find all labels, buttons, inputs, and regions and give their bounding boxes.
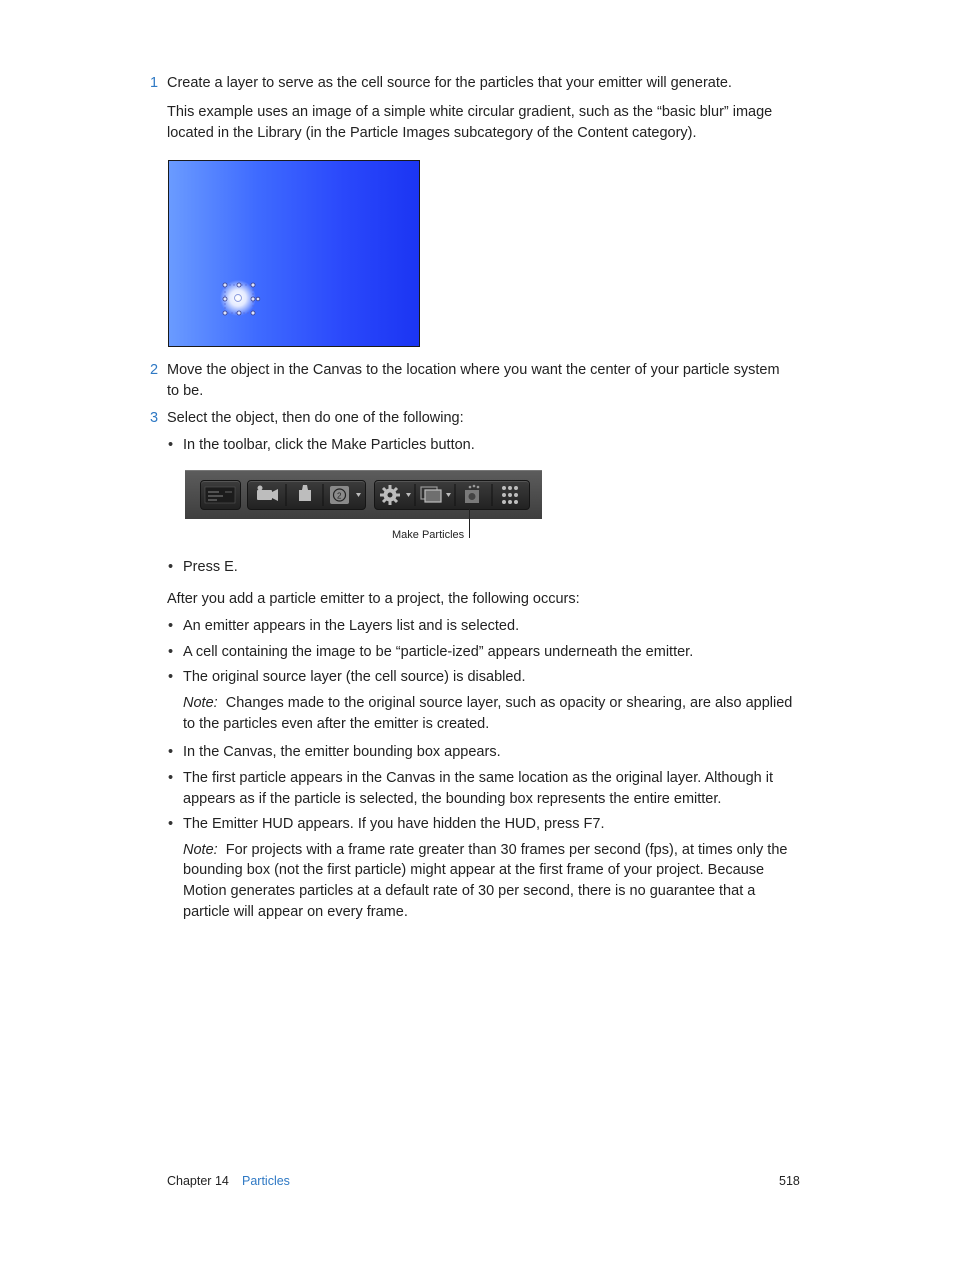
- step-3-text: Select the object, then do one of the following:: [167, 410, 464, 426]
- step-1-paragraph-line-2: located in the Library (in the Particle Images subcategory of the Content category).: [167, 125, 697, 141]
- bullet-marker: •: [168, 644, 174, 660]
- after-bullet-1: An emitter appears in the Layers list and is selected.: [183, 618, 520, 634]
- layers-toggle-button[interactable]: [200, 480, 241, 510]
- step-number-2: 2: [150, 362, 159, 378]
- footer-section-link[interactable]: Particles: [242, 1174, 290, 1188]
- after-bullet-2: A cell containing the image to be “particle-ized” appears underneath the emitter.: [183, 644, 694, 660]
- note-1-line-2: to the particles even after the emitter is created.: [183, 716, 490, 732]
- new-camera-icon[interactable]: [257, 486, 278, 502]
- replicate-icon[interactable]: [502, 486, 518, 504]
- step-number-3: 3: [150, 410, 159, 426]
- bullet-marker: •: [168, 437, 174, 453]
- note-1-line-1: [183, 693, 792, 714]
- step-1-paragraph-line-1: This example uses an image of a simple white circular gradient, such as the “basic blur” image: [167, 104, 773, 120]
- toolbar-group-cameras: [247, 480, 366, 510]
- step-2-line-2: to be.: [167, 383, 204, 399]
- chevron-down-icon[interactable]: [446, 493, 451, 497]
- note-label: Note:: [183, 695, 218, 711]
- after-bullet-4: In the Canvas, the emitter bounding box appears.: [183, 744, 501, 760]
- after-bullet-6: The Emitter HUD appears. If you have hidden the HUD, press F7.: [183, 816, 605, 832]
- note-2-line-3: Motion generates particles at a default rate of 30 per second, there is no guarantee that a: [183, 883, 756, 899]
- step-3-bullet-1: In the toolbar, click the Make Particles button.: [183, 437, 475, 453]
- step-1-text: Create a layer to serve as the cell source for the particles that your emitter will generate.: [167, 75, 732, 91]
- bullet-marker: •: [168, 816, 174, 832]
- bullet-marker: •: [168, 618, 174, 634]
- page-number: 518: [779, 1174, 800, 1188]
- chevron-down-icon[interactable]: [406, 493, 411, 497]
- step-2-line-1: Move the object in the Canvas to the location where you want the center of your particle system: [167, 362, 780, 378]
- footer-chapter: Chapter 14: [167, 1174, 229, 1188]
- new-rig-icon[interactable]: [330, 486, 349, 504]
- toolbar-screenshot: [185, 470, 542, 519]
- step-number-1: 1: [150, 75, 159, 91]
- callout-line: [469, 507, 470, 538]
- make-particles-callout-label: Make Particles: [392, 529, 465, 541]
- svg-text:2: 2: [337, 491, 342, 501]
- canvas-screenshot: [168, 160, 420, 347]
- bullet-marker: •: [168, 744, 174, 760]
- blur-object-selection: [169, 161, 419, 346]
- new-light-icon[interactable]: [299, 485, 311, 501]
- add-filter-icon[interactable]: [421, 487, 441, 502]
- after-intro: After you add a particle emitter to a project, the following occurs:: [167, 591, 580, 607]
- bullet-marker: •: [168, 770, 174, 786]
- note-2-line-1: [183, 840, 787, 861]
- toolbar-group-effects: [374, 480, 530, 510]
- make-particles-icon[interactable]: [465, 485, 479, 503]
- step-3-bullet-2: Press E.: [183, 559, 238, 575]
- note-2-line-4: particle will appear on every frame.: [183, 904, 408, 920]
- layers-panel-icon: [201, 481, 240, 509]
- add-behavior-gear-icon[interactable]: [380, 485, 400, 505]
- note-2-line-2: bounding box (not the first particle) might appear at the first frame of your project. Because: [183, 862, 765, 878]
- chevron-down-icon[interactable]: [356, 493, 361, 497]
- bullet-marker: •: [168, 559, 174, 575]
- after-bullet-5-line-1: The first particle appears in the Canvas in the same location as the original layer. Although it: [183, 770, 773, 786]
- after-bullet-5-line-2: appears as if the particle is selected, the bounding box represents the entire emitter.: [183, 791, 722, 807]
- note-2-text: For projects with a frame rate greater than 30 frames per second (fps), at times only the: [225, 842, 788, 858]
- note-1-text: Changes made to the original source layer, such as opacity or shearing, are also applied: [225, 695, 793, 711]
- note-label: Note:: [183, 842, 218, 858]
- bullet-marker: •: [168, 669, 174, 685]
- after-bullet-3: The original source layer (the cell source) is disabled.: [183, 669, 526, 685]
